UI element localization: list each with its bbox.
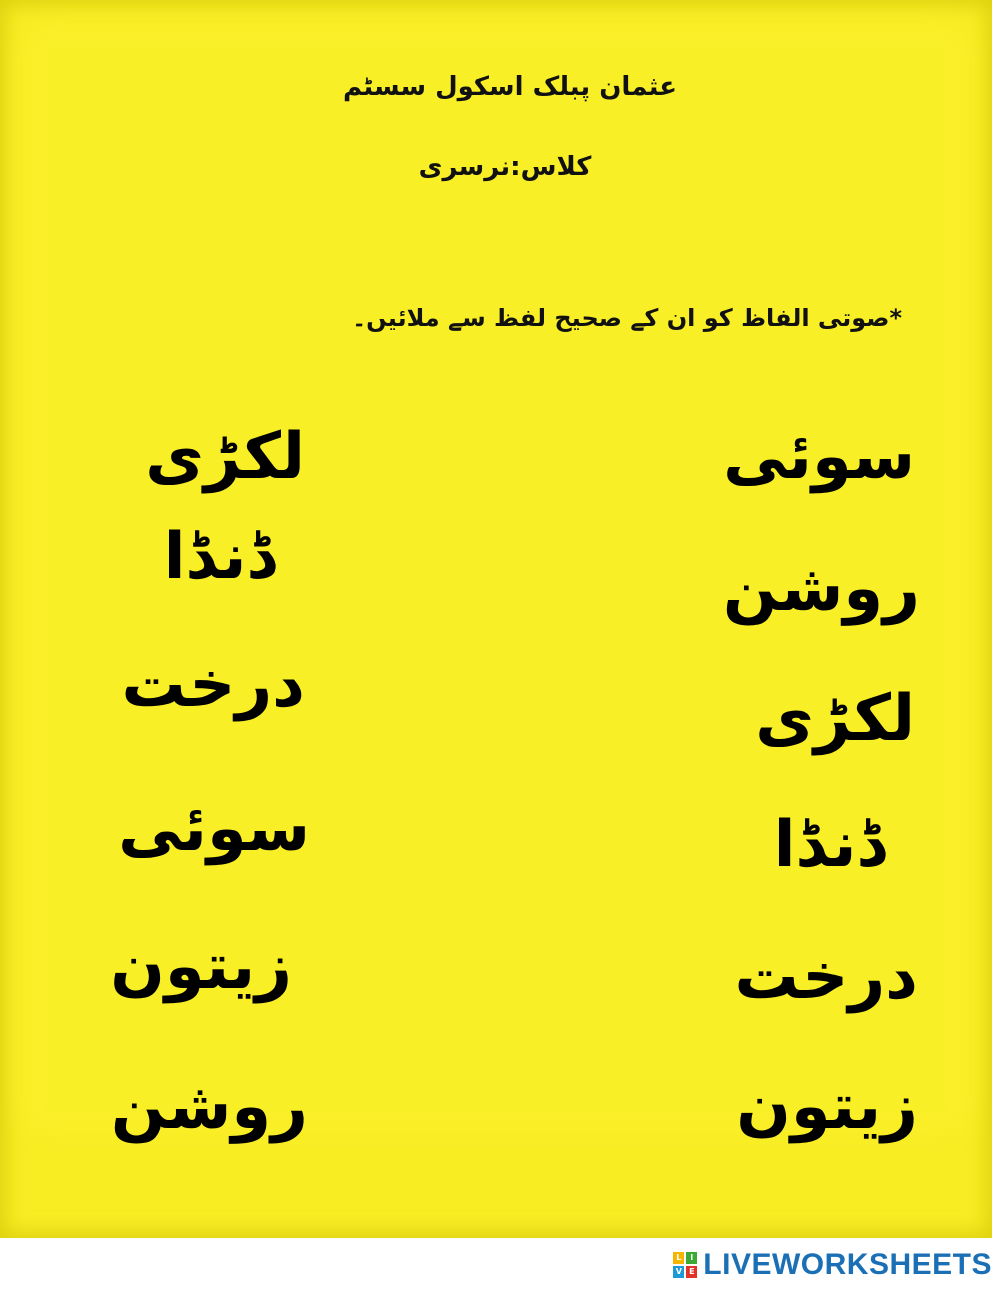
left-word-3[interactable]: درخت [121,648,305,722]
liveworksheets-logo[interactable] [673,1248,992,1281]
left-word-6[interactable]: روشن [110,1070,308,1144]
instruction-text: *صوتی الفاظ کو ان کے صحیح لفظ سے ملائیں۔ [352,304,902,332]
right-word-2[interactable]: روشن [722,552,920,626]
logo-block-e: E [686,1266,697,1278]
logo-block-i: I [686,1252,697,1264]
left-word-5[interactable]: زیتون [110,930,292,1004]
right-word-1[interactable]: سوئی [723,420,915,494]
left-word-2[interactable]: ڈنڈا [163,520,275,594]
left-word-1[interactable]: لکڑی [145,420,305,494]
class-label: کلاس:نرسری [418,152,592,182]
right-word-4[interactable]: ڈنڈا [773,808,885,882]
logo-block-v: V [673,1266,684,1278]
right-word-5[interactable]: درخت [734,940,918,1014]
right-word-3[interactable]: لکڑی [755,682,915,756]
brand-name: LIVEWORKSHEETS [703,1248,992,1281]
school-title: عثمان پبلک اسکول سسٹم [342,72,677,102]
left-word-4[interactable]: سوئی [118,792,310,866]
logo-block-l: L [673,1252,684,1264]
right-word-6[interactable]: زیتون [736,1070,918,1144]
logo-blocks-icon [673,1252,697,1278]
